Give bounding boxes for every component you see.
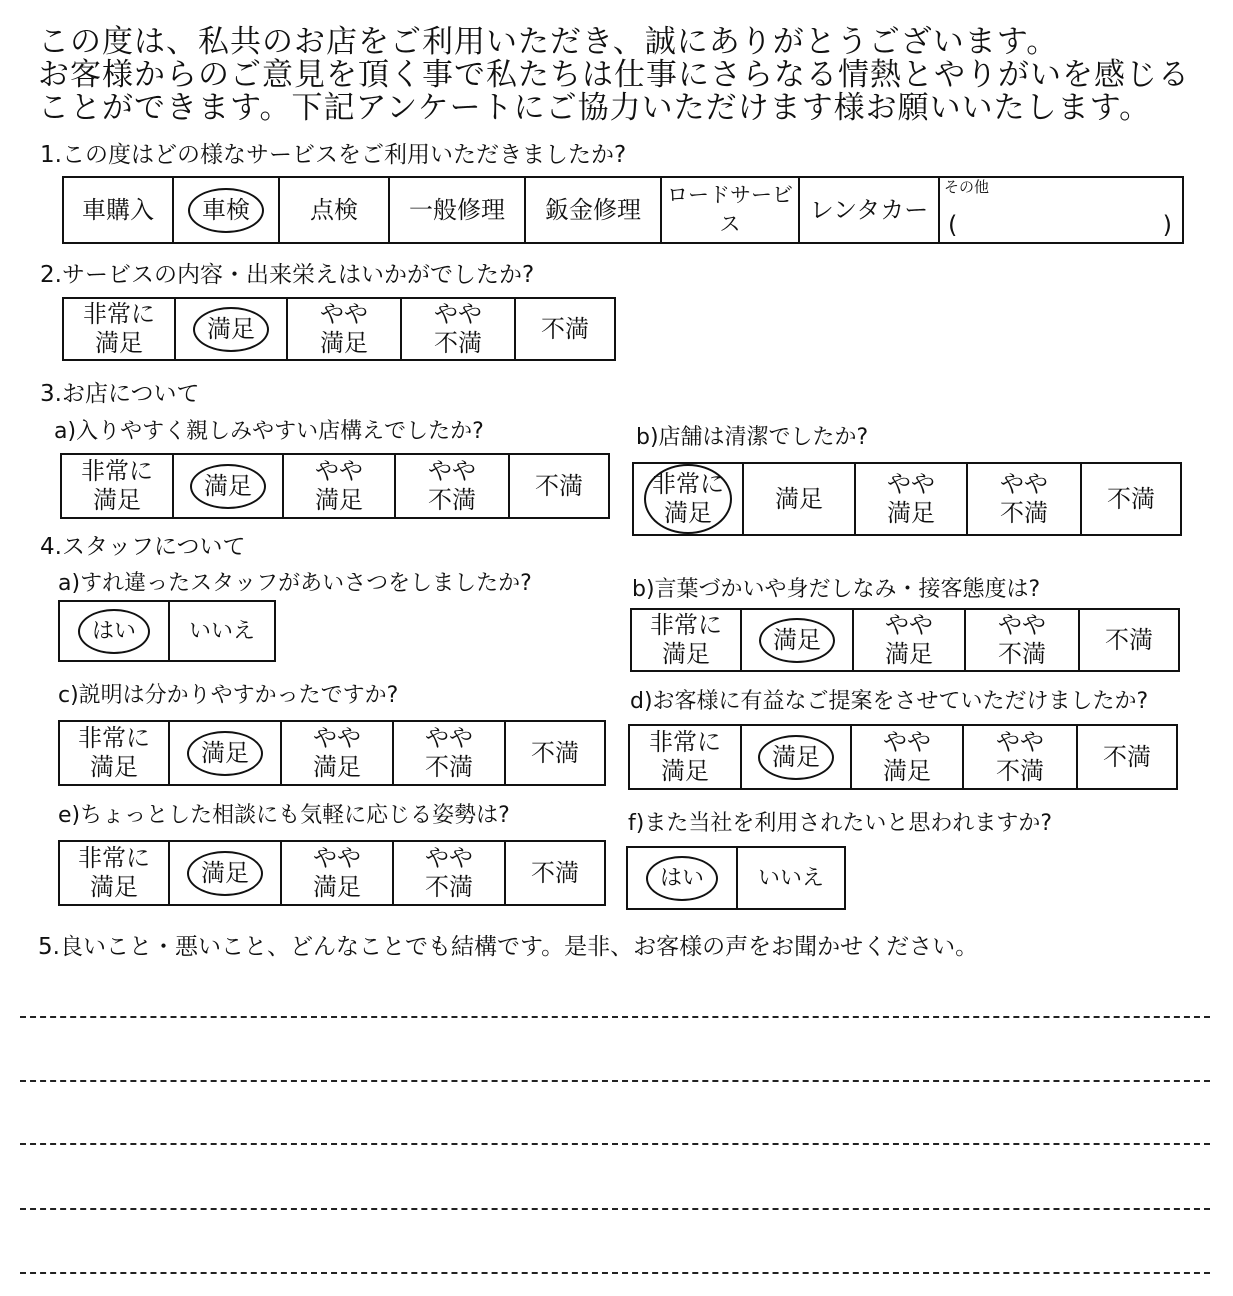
q1-option-car-purchase[interactable]: 車購入: [63, 177, 173, 243]
selected-circle: 車検: [188, 188, 264, 233]
selected-circle: 満足: [187, 731, 263, 776]
q4b-option-somewhat-satisfied[interactable]: やや 満足: [853, 609, 965, 671]
q4c-option-somewhat-dissatisfied[interactable]: やや 不満: [393, 721, 505, 785]
q4e-option-somewhat-dissatisfied[interactable]: やや 不満: [393, 841, 505, 905]
comment-line[interactable]: [20, 1208, 1210, 1210]
selected-circle: はい: [646, 856, 718, 901]
q3a-option-somewhat-satisfied[interactable]: やや 満足: [283, 454, 395, 518]
q4b-option-somewhat-dissatisfied[interactable]: やや 不満: [965, 609, 1079, 671]
q2-option-somewhat-satisfied[interactable]: やや 満足: [287, 298, 401, 360]
q1-options: [62, 176, 1184, 244]
q1-option-general-repair[interactable]: 一般修理: [389, 177, 525, 243]
intro-line-1: この度は、私共のお店をご利用いただき、誠にありがとうございます。: [38, 24, 1059, 60]
q1-option-inspection[interactable]: 点検: [279, 177, 389, 243]
selected-circle: 満足: [758, 735, 834, 780]
comment-line[interactable]: [20, 1272, 1210, 1274]
q3b-option-somewhat-dissatisfied[interactable]: やや 不満: [967, 463, 1081, 535]
q2-title: 2.サービスの内容・出来栄えはいかがでしたか?: [40, 262, 535, 288]
selected-circle: 満足: [190, 464, 266, 509]
selected-circle: 非常に 満足: [644, 464, 732, 534]
q3b-option-very-satisfied[interactable]: [633, 463, 743, 535]
q5-title: 5.良いこと・悪いこと、どんなことでも結構です。是非、お客様の声をお聞かせください。: [38, 934, 979, 960]
q4d-option-dissatisfied[interactable]: 不満: [1077, 725, 1177, 789]
selected-circle: 満足: [187, 851, 263, 896]
intro-text: [38, 26, 1223, 125]
q2-option-somewhat-dissatisfied[interactable]: やや 不満: [401, 298, 515, 360]
q4b-option-dissatisfied[interactable]: 不満: [1079, 609, 1179, 671]
q4e-title: e)ちょっとした相談にも気軽に応じる姿勢は?: [58, 803, 510, 828]
q2-options: [62, 297, 616, 361]
q4b-options: [630, 608, 1180, 672]
q1-option-body-repair[interactable]: 鈑金修理: [525, 177, 661, 243]
q4c-title: c)説明は分かりやすかったですか?: [58, 683, 399, 708]
comment-line[interactable]: [20, 1080, 1210, 1082]
q1-option-other[interactable]: [939, 177, 1183, 243]
q4b-option-very-satisfied[interactable]: 非常に 満足: [631, 609, 741, 671]
comment-line[interactable]: [20, 1016, 1210, 1018]
q4-title: 4.スタッフについて: [40, 534, 246, 560]
q4e-options: [58, 840, 606, 906]
q3a-option-very-satisfied[interactable]: 非常に 満足: [61, 454, 173, 518]
q4e-option-satisfied[interactable]: [169, 841, 281, 905]
q4a-option-no[interactable]: いいえ: [169, 601, 275, 661]
q3a-options: [60, 453, 610, 519]
q4c-option-satisfied[interactable]: [169, 721, 281, 785]
q4a-title: a)すれ違ったスタッフがあいさつをしましたか?: [58, 571, 532, 596]
intro-line-2: お客様からのご意見を頂く事で私たちは仕事にさらなる情熱とやりがいを感じる: [38, 57, 1190, 93]
intro-line-3: ことができます。下記アンケートにご協力いただけます様お願いいたします。: [38, 90, 1152, 126]
q3a-option-dissatisfied[interactable]: 不満: [509, 454, 609, 518]
q4f-option-yes[interactable]: [627, 847, 737, 909]
q4d-option-somewhat-satisfied[interactable]: やや 満足: [851, 725, 963, 789]
q4e-option-very-satisfied[interactable]: 非常に 満足: [59, 841, 169, 905]
q3a-option-somewhat-dissatisfied[interactable]: やや 不満: [395, 454, 509, 518]
q4d-option-very-satisfied[interactable]: 非常に 満足: [629, 725, 741, 789]
q4d-option-satisfied[interactable]: [741, 725, 851, 789]
comment-line[interactable]: [20, 1143, 1210, 1145]
q4f-option-no[interactable]: いいえ: [737, 847, 845, 909]
selected-circle: 満足: [193, 307, 269, 352]
paren-close: ): [1162, 211, 1172, 239]
q3b-option-satisfied[interactable]: 満足: [743, 463, 855, 535]
q4e-option-somewhat-satisfied[interactable]: やや 満足: [281, 841, 393, 905]
q4c-option-very-satisfied[interactable]: 非常に 満足: [59, 721, 169, 785]
q3a-title: a)入りやすく親しみやすい店構えでしたか?: [54, 419, 484, 444]
q4a-option-yes[interactable]: [59, 601, 169, 661]
q4d-options: [628, 724, 1178, 790]
q4f-options: [626, 846, 846, 910]
q4d-title: d)お客様に有益なご提案をさせていただけましたか?: [630, 689, 1149, 714]
selected-circle: はい: [78, 609, 150, 654]
q2-option-very-satisfied[interactable]: 非常に 満足: [63, 298, 175, 360]
q2-option-satisfied[interactable]: [175, 298, 287, 360]
q4c-options: [58, 720, 606, 786]
q4c-option-dissatisfied[interactable]: 不満: [505, 721, 605, 785]
q3b-option-somewhat-satisfied[interactable]: やや 満足: [855, 463, 967, 535]
q2-option-dissatisfied[interactable]: 不満: [515, 298, 615, 360]
q1-option-shaken[interactable]: [173, 177, 279, 243]
q3a-option-satisfied[interactable]: [173, 454, 283, 518]
q1-option-road-service[interactable]: ロードサービス: [661, 177, 799, 243]
q4b-option-satisfied[interactable]: [741, 609, 853, 671]
q3b-title: b)店舗は清潔でしたか?: [636, 425, 869, 450]
q4d-option-somewhat-dissatisfied[interactable]: やや 不満: [963, 725, 1077, 789]
q4b-title: b)言葉づかいや身だしなみ・接客態度は?: [632, 577, 1041, 602]
q4f-title: f)また当社を利用されたいと思われますか?: [628, 811, 1053, 836]
selected-circle: 満足: [759, 618, 835, 663]
q4a-options: [58, 600, 276, 662]
q1-option-rental-car[interactable]: レンタカー: [799, 177, 939, 243]
q3b-option-dissatisfied[interactable]: 不満: [1081, 463, 1181, 535]
q4e-option-dissatisfied[interactable]: 不満: [505, 841, 605, 905]
q4c-option-somewhat-satisfied[interactable]: やや 満足: [281, 721, 393, 785]
paren-open: (: [948, 211, 958, 239]
other-label: その他: [944, 178, 990, 196]
q3b-options: [632, 462, 1182, 536]
q1-title: 1.この度はどの様なサービスをご利用いただきましたか?: [40, 142, 627, 168]
q3-title: 3.お店について: [40, 381, 200, 407]
